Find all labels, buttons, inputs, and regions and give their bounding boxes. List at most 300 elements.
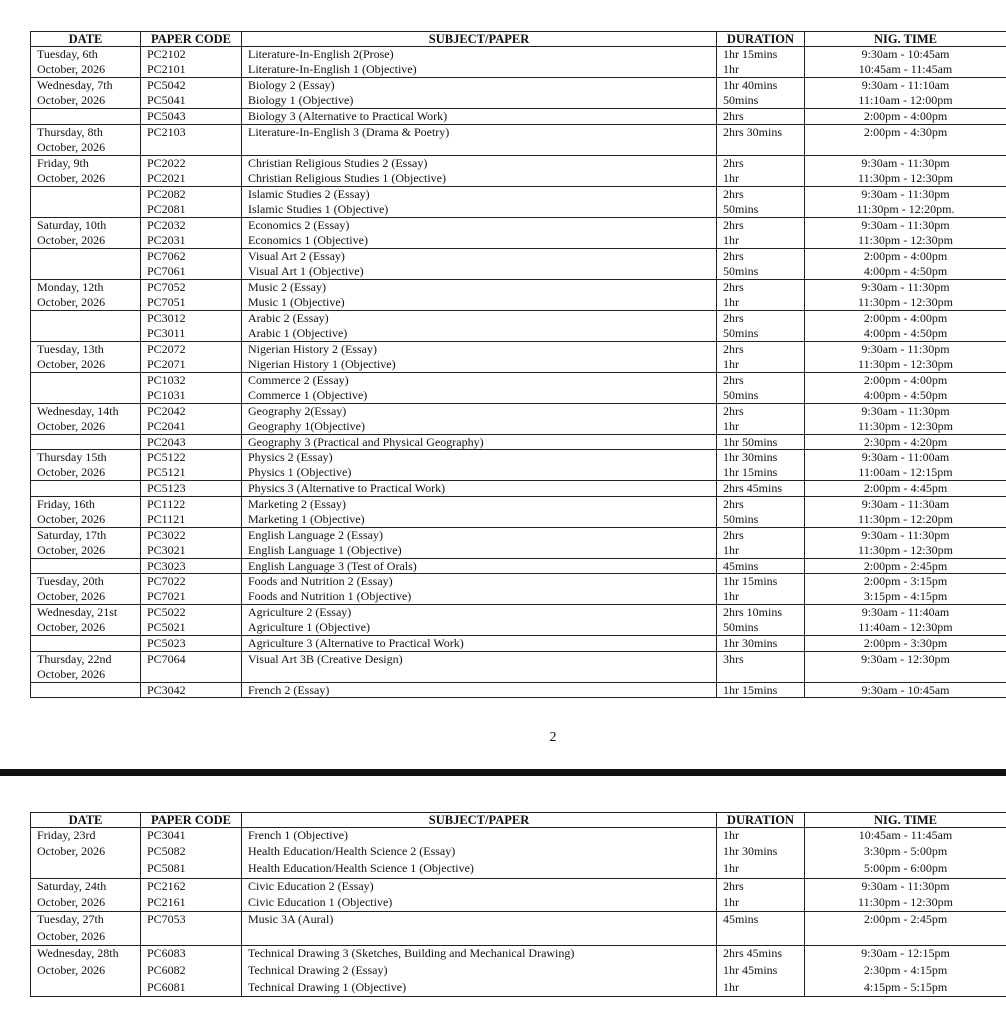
paper-code-cell: PC5121 [141,465,242,481]
date-cell: October, 2026 [31,512,141,528]
subject-cell: Agriculture 2 (Essay) [242,605,717,621]
subject-cell: Agriculture 3 (Alternative to Practical Work) [242,636,717,652]
table-row [31,357,1006,373]
paper-code-cell: PC3012 [141,310,242,326]
duration-cell: 1hr [717,543,805,559]
paper-code-cell: PC2071 [141,357,242,373]
date-cell: Saturday, 10th [31,217,141,233]
duration-cell: 2hrs 10mins [717,605,805,621]
table-row [31,963,1006,980]
time-cell: 9:30am - 10:45am [805,682,1006,698]
subject-cell: Foods and Nutrition 1 (Objective) [242,589,717,605]
subject-cell: Nigerian History 1 (Objective) [242,357,717,373]
time-cell: 11:30pm - 12:20pm [805,512,1006,528]
paper-code-cell: PC5081 [141,861,242,878]
subject-cell: Physics 3 (Alternative to Practical Work) [242,481,717,497]
table-row [31,651,1006,667]
date-cell: Thursday, 22nd [31,651,141,667]
time-cell: 11:30pm - 12:20pm. [805,202,1006,218]
date-cell: Tuesday, 13th [31,341,141,357]
subject-cell: Literature-In-English 3 (Drama & Poetry) [242,124,717,140]
subject-cell: Literature-In-English 2(Prose) [242,47,717,63]
table-row [31,419,1006,435]
time-cell: 2:00pm - 4:30pm [805,124,1006,140]
time-cell: 9:30am - 11:30am [805,496,1006,512]
subject-cell: Literature-In-English 1 (Objective) [242,62,717,78]
table-row [31,682,1006,698]
table-row [31,574,1006,590]
time-cell: 9:30am - 11:30pm [805,155,1006,171]
date-cell: Friday, 9th [31,155,141,171]
table-row [31,620,1006,636]
date-cell: Wednesday, 7th [31,78,141,94]
time-cell: 11:30pm - 12:30pm [805,357,1006,373]
date-cell [31,388,141,404]
timetable-page-3 [30,812,1006,997]
date-cell: Tuesday, 27th [31,912,141,929]
table-row [31,844,1006,861]
date-cell [31,109,141,125]
duration-cell: 1hr 15mins [717,574,805,590]
subject-cell: Christian Religious Studies 1 (Objective) [242,171,717,187]
duration-cell: 2hrs [717,527,805,543]
time-cell: 4:00pm - 4:50pm [805,326,1006,342]
time-cell: 9:30am - 12:30pm [805,651,1006,667]
time-cell: 9:30am - 11:40am [805,605,1006,621]
subject-cell: Health Education/Health Science 2 (Essay) [242,844,717,861]
paper-code-cell: PC2031 [141,233,242,249]
time-cell [805,140,1006,156]
table-row [31,341,1006,357]
timetable-page-2 [30,31,1006,698]
date-cell [31,248,141,264]
header-row [31,813,1006,828]
duration-cell: 1hr [717,589,805,605]
duration-cell: 1hr [717,861,805,878]
paper-code-cell: PC3011 [141,326,242,342]
table-row [31,155,1006,171]
time-cell: 2:30pm - 4:20pm [805,434,1006,450]
paper-code-cell: PC7064 [141,651,242,667]
paper-code-cell: PC6083 [141,946,242,963]
table-row [31,171,1006,187]
paper-code-cell: PC2081 [141,202,242,218]
time-cell: 9:30am - 11:30pm [805,279,1006,295]
subject-cell: Civic Education 2 (Essay) [242,878,717,895]
duration-cell: 1hr [717,233,805,249]
time-cell: 2:00pm - 4:00pm [805,248,1006,264]
table-row [31,403,1006,419]
col-duration: DURATION [717,813,805,828]
paper-code-cell [141,667,242,683]
date-cell [31,682,141,698]
subject-cell: Arabic 1 (Objective) [242,326,717,342]
date-cell [31,861,141,878]
duration-cell: 1hr 45mins [717,963,805,980]
time-cell: 11:00am - 12:15pm [805,465,1006,481]
subject-cell: Physics 2 (Essay) [242,450,717,466]
table-row [31,248,1006,264]
table-row [31,217,1006,233]
date-cell [31,186,141,202]
duration-cell: 1hr 15mins [717,465,805,481]
table-row [31,605,1006,621]
date-cell: Wednesday, 28th [31,946,141,963]
paper-code-cell: PC3021 [141,543,242,559]
time-cell: 5:00pm - 6:00pm [805,861,1006,878]
date-cell [31,264,141,280]
subject-cell: Marketing 1 (Objective) [242,512,717,528]
table-row [31,980,1006,997]
subject-cell: Music 3A (Aural) [242,912,717,929]
time-cell: 2:30pm - 4:15pm [805,963,1006,980]
date-cell: October, 2026 [31,93,141,109]
time-cell: 9:30am - 11:30pm [805,527,1006,543]
subject-cell [242,140,717,156]
paper-code-cell: PC5082 [141,844,242,861]
time-cell: 9:30am - 11:30pm [805,403,1006,419]
duration-cell: 2hrs [717,496,805,512]
col-subject: SUBJECT/PAPER [242,813,717,828]
duration-cell: 1hr [717,295,805,311]
table-row [31,558,1006,574]
duration-cell: 2hrs [717,155,805,171]
table-row [31,434,1006,450]
subject-cell: Health Education/Health Science 1 (Objective) [242,861,717,878]
duration-cell: 1hr 30mins [717,636,805,652]
col-subject: SUBJECT/PAPER [242,32,717,47]
subject-cell: Biology 2 (Essay) [242,78,717,94]
duration-cell: 2hrs [717,248,805,264]
duration-cell: 1hr [717,357,805,373]
duration-cell: 1hr [717,62,805,78]
date-cell: October, 2026 [31,295,141,311]
duration-cell: 2hrs [717,279,805,295]
duration-cell: 50mins [717,326,805,342]
subject-cell: Technical Drawing 2 (Essay) [242,963,717,980]
duration-cell [717,667,805,683]
paper-code-cell: PC7051 [141,295,242,311]
time-cell: 9:30am - 11:00am [805,450,1006,466]
time-cell: 11:30pm - 12:30pm [805,419,1006,435]
table-row [31,929,1006,946]
date-cell: October, 2026 [31,419,141,435]
date-cell: October, 2026 [31,171,141,187]
subject-cell: Islamic Studies 1 (Objective) [242,202,717,218]
paper-code-cell: PC3023 [141,558,242,574]
table-row [31,140,1006,156]
time-cell: 9:30am - 11:30pm [805,186,1006,202]
paper-code-cell: PC3022 [141,527,242,543]
date-cell: Friday, 23rd [31,828,141,845]
table-row [31,912,1006,929]
date-cell: Friday, 16th [31,496,141,512]
date-cell: Thursday 15th [31,450,141,466]
date-cell: Monday, 12th [31,279,141,295]
subject-cell: Economics 1 (Objective) [242,233,717,249]
paper-code-cell: PC1121 [141,512,242,528]
time-cell: 2:00pm - 2:45pm [805,558,1006,574]
subject-cell: Nigerian History 2 (Essay) [242,341,717,357]
paper-code-cell: PC5123 [141,481,242,497]
subject-cell: Arabic 2 (Essay) [242,310,717,326]
col-paper-code: PAPER CODE [141,32,242,47]
time-cell: 10:45am - 11:45am [805,828,1006,845]
duration-cell [717,929,805,946]
paper-code-cell: PC5023 [141,636,242,652]
table-row [31,589,1006,605]
paper-code-cell: PC7052 [141,279,242,295]
duration-cell: 2hrs [717,403,805,419]
duration-cell: 1hr 30mins [717,450,805,466]
time-cell: 11:30pm - 12:30pm [805,895,1006,912]
time-cell: 4:15pm - 5:15pm [805,980,1006,997]
subject-cell: Civic Education 1 (Objective) [242,895,717,912]
duration-cell: 50mins [717,620,805,636]
duration-cell: 45mins [717,912,805,929]
duration-cell: 1hr 50mins [717,434,805,450]
time-cell: 9:30am - 12:15pm [805,946,1006,963]
subject-cell: Geography 1(Objective) [242,419,717,435]
duration-cell: 1hr [717,828,805,845]
subject-cell: Visual Art 1 (Objective) [242,264,717,280]
subject-cell: Foods and Nutrition 2 (Essay) [242,574,717,590]
subject-cell: French 1 (Objective) [242,828,717,845]
duration-cell: 45mins [717,558,805,574]
date-cell [31,481,141,497]
paper-code-cell: PC7053 [141,912,242,929]
subject-cell: English Language 3 (Test of Orals) [242,558,717,574]
duration-cell: 2hrs [717,372,805,388]
duration-cell: 50mins [717,264,805,280]
subject-cell: Commerce 1 (Objective) [242,388,717,404]
time-cell: 9:30am - 11:30pm [805,217,1006,233]
date-cell: October, 2026 [31,963,141,980]
paper-code-cell: PC2043 [141,434,242,450]
time-cell: 2:00pm - 4:00pm [805,372,1006,388]
paper-code-cell: PC2082 [141,186,242,202]
table-row [31,946,1006,963]
time-cell [805,667,1006,683]
table-row [31,93,1006,109]
subject-cell: Visual Art 2 (Essay) [242,248,717,264]
duration-cell: 2hrs [717,186,805,202]
table-row [31,124,1006,140]
duration-cell: 50mins [717,512,805,528]
table-row [31,202,1006,218]
duration-cell: 2hrs 45mins [717,946,805,963]
paper-code-cell: PC2022 [141,155,242,171]
header-row [31,32,1006,47]
table-row [31,186,1006,202]
time-cell: 2:00pm - 2:45pm [805,912,1006,929]
paper-code-cell: PC5043 [141,109,242,125]
table-row [31,47,1006,63]
subject-cell: Physics 1 (Objective) [242,465,717,481]
table-row [31,527,1006,543]
date-cell: October, 2026 [31,667,141,683]
paper-code-cell: PC1032 [141,372,242,388]
duration-cell: 1hr [717,980,805,997]
paper-code-cell: PC7062 [141,248,242,264]
time-cell: 9:30am - 11:30pm [805,341,1006,357]
table-row [31,465,1006,481]
table-row [31,310,1006,326]
table-row [31,233,1006,249]
date-cell: October, 2026 [31,140,141,156]
table-row [31,78,1006,94]
col-paper-code: PAPER CODE [141,813,242,828]
date-cell [31,434,141,450]
table-row [31,279,1006,295]
subject-cell: Agriculture 1 (Objective) [242,620,717,636]
paper-code-cell: PC2162 [141,878,242,895]
paper-code-cell: PC2032 [141,217,242,233]
paper-code-cell: PC2072 [141,341,242,357]
date-cell [31,326,141,342]
table-row [31,512,1006,528]
time-cell: 2:00pm - 3:30pm [805,636,1006,652]
paper-code-cell [141,140,242,156]
table-row [31,450,1006,466]
duration-cell: 2hrs [717,109,805,125]
time-cell: 3:30pm - 5:00pm [805,844,1006,861]
duration-cell: 1hr 15mins [717,47,805,63]
time-cell: 4:00pm - 4:50pm [805,264,1006,280]
date-cell [31,980,141,997]
duration-cell: 1hr [717,895,805,912]
table-row [31,295,1006,311]
time-cell: 4:00pm - 4:50pm [805,388,1006,404]
table-row [31,861,1006,878]
subject-cell: French 2 (Essay) [242,682,717,698]
col-date: DATE [31,813,141,828]
paper-code-cell: PC2161 [141,895,242,912]
time-cell: 11:30pm - 12:30pm [805,543,1006,559]
paper-code-cell: PC7021 [141,589,242,605]
time-cell: 10:45am - 11:45am [805,62,1006,78]
paper-code-cell: PC5122 [141,450,242,466]
page-divider [0,769,1006,776]
paper-code-cell: PC3042 [141,682,242,698]
duration-cell: 2hrs [717,341,805,357]
duration-cell [717,140,805,156]
subject-cell: Geography 3 (Practical and Physical Geography) [242,434,717,450]
date-cell: October, 2026 [31,929,141,946]
table-row [31,895,1006,912]
page-number: 2 [549,730,557,745]
date-cell: Saturday, 24th [31,878,141,895]
duration-cell: 1hr 30mins [717,844,805,861]
subject-cell: English Language 1 (Objective) [242,543,717,559]
date-cell [31,202,141,218]
duration-cell: 2hrs 30mins [717,124,805,140]
date-cell [31,558,141,574]
paper-code-cell: PC6081 [141,980,242,997]
paper-code-cell: PC1122 [141,496,242,512]
date-cell: October, 2026 [31,62,141,78]
date-cell [31,372,141,388]
paper-code-cell: PC2041 [141,419,242,435]
table-row [31,62,1006,78]
col-time: NIG. TIME [805,813,1006,828]
date-cell: Saturday, 17th [31,527,141,543]
paper-code-cell: PC6082 [141,963,242,980]
duration-cell: 2hrs [717,310,805,326]
duration-cell: 1hr 40mins [717,78,805,94]
date-cell [31,310,141,326]
time-cell: 9:30am - 10:45am [805,47,1006,63]
duration-cell: 50mins [717,202,805,218]
paper-code-cell: PC5021 [141,620,242,636]
time-cell: 2:00pm - 3:15pm [805,574,1006,590]
table-row [31,543,1006,559]
col-duration: DURATION [717,32,805,47]
subject-cell [242,929,717,946]
paper-code-cell: PC2102 [141,47,242,63]
duration-cell: 1hr 15mins [717,682,805,698]
time-cell: 11:30pm - 12:30pm [805,295,1006,311]
duration-cell: 2hrs [717,878,805,895]
table-row [31,636,1006,652]
time-cell: 3:15pm - 4:15pm [805,589,1006,605]
table-row [31,372,1006,388]
table-row [31,264,1006,280]
date-cell: Tuesday, 6th [31,47,141,63]
date-cell: October, 2026 [31,465,141,481]
time-cell [805,929,1006,946]
date-cell: Tuesday, 20th [31,574,141,590]
subject-cell: Technical Drawing 3 (Sketches, Building and Mechanical Drawing) [242,946,717,963]
date-cell: October, 2026 [31,543,141,559]
paper-code-cell [141,929,242,946]
table-row [31,667,1006,683]
date-cell: Wednesday, 14th [31,403,141,419]
paper-code-cell: PC2103 [141,124,242,140]
time-cell: 9:30am - 11:10am [805,78,1006,94]
duration-cell: 1hr [717,419,805,435]
table-row [31,878,1006,895]
subject-cell: Marketing 2 (Essay) [242,496,717,512]
duration-cell: 2hrs 45mins [717,481,805,497]
subject-cell: Technical Drawing 1 (Objective) [242,980,717,997]
time-cell: 2:00pm - 4:00pm [805,109,1006,125]
paper-code-cell: PC7022 [141,574,242,590]
subject-cell: Biology 3 (Alternative to Practical Work) [242,109,717,125]
paper-code-cell: PC5042 [141,78,242,94]
subject-cell: Music 2 (Essay) [242,279,717,295]
date-cell: October, 2026 [31,233,141,249]
subject-cell: Economics 2 (Essay) [242,217,717,233]
date-cell [31,636,141,652]
duration-cell: 1hr [717,171,805,187]
subject-cell: Visual Art 3B (Creative Design) [242,651,717,667]
subject-cell: Christian Religious Studies 2 (Essay) [242,155,717,171]
table-row [31,388,1006,404]
table-row [31,481,1006,497]
time-cell: 11:10am - 12:00pm [805,93,1006,109]
paper-code-cell: PC1031 [141,388,242,404]
duration-cell: 3hrs [717,651,805,667]
time-cell: 11:40am - 12:30pm [805,620,1006,636]
duration-cell: 50mins [717,93,805,109]
time-cell: 11:30pm - 12:30pm [805,233,1006,249]
subject-cell [242,667,717,683]
time-cell: 9:30am - 11:30pm [805,878,1006,895]
time-cell: 11:30pm - 12:30pm [805,171,1006,187]
date-cell: Wednesday, 21st [31,605,141,621]
date-cell: October, 2026 [31,357,141,373]
